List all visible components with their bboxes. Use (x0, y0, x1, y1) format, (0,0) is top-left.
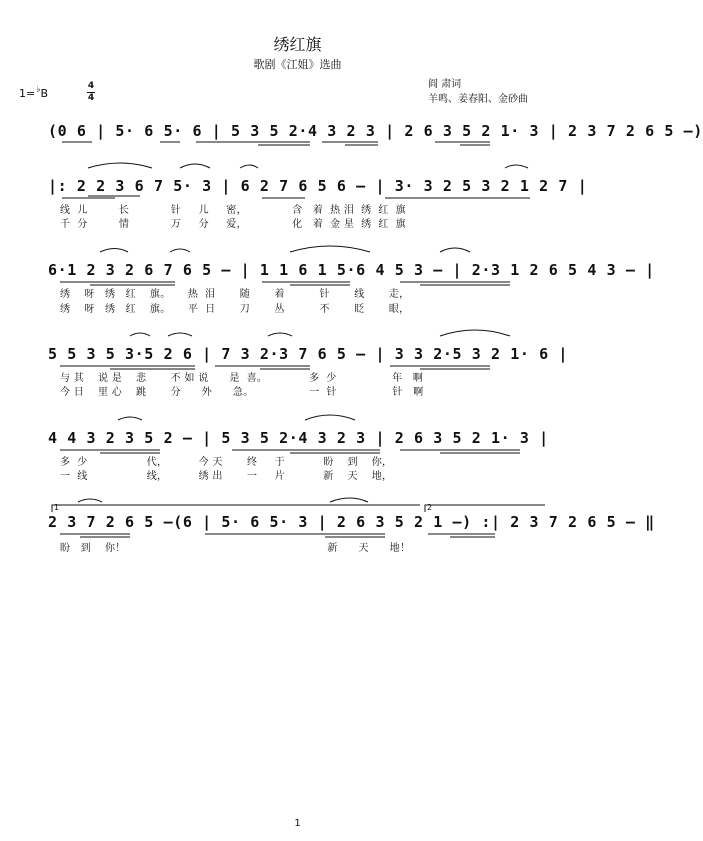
staff-system-3: 6·1 2 3 2 6 7 6 5 — | 1 1 6 1 5·6 4 5 3 — | 2·3 1 2 6 5 4 3 — | (48, 261, 655, 279)
time-bottom: 4 (87, 93, 95, 103)
staff-system-1: (0 6 | 5· 6 5· 6 | 5 3 5 2·4 3 2 3 | 2 6 3 5 2 1· 3 | 2 3 7 2 6 5 —) (48, 122, 703, 140)
page-number: 1 (294, 818, 301, 829)
staff-system-5: 4 4 3 2 3 5 2 — | 5 3 5 2·4 3 2 3 | 2 6 3 5 2 1· 3 | (48, 429, 549, 447)
key-label: 1= (19, 87, 36, 100)
lyric-line: 线 儿 长 针 儿 密， 含 着 热 泪 绣 红 旗 (60, 205, 406, 216)
staff-system-4: 5 5 3 5 3·5 2 6 | 7 3 2·3 7 6 5 — | 3 3 2·5 3 2 1· 6 | (48, 345, 569, 363)
song-title: 绣红旗 (273, 35, 322, 54)
key-note: B (40, 87, 49, 100)
lyricist-credit: 阎 肃词 (428, 79, 462, 90)
composer-credit: 羊鸣、姜春阳、金砂曲 (428, 94, 528, 105)
lyric-line: 盼 到 你！ 新 天 地！ (60, 543, 411, 554)
lyric-line: 一 线 线， 绣 出 一 片 新 天 地， (60, 471, 393, 482)
lyric-line: 绣 呀 绣 红 旗。 热 泪 随 着 针 线 走， (60, 289, 410, 300)
volta-label-2: 2 (427, 503, 433, 512)
staff-system-2: |: 2 2 3 6 7 5· 3 | 6 2 7 6 5 6 — | 3· 3 2 5 3 2 1 2 7 | (48, 177, 588, 195)
volta-label-1: 1 (54, 503, 60, 512)
song-subtitle: 歌剧《江姐》选曲 (253, 58, 342, 71)
lyric-line: 多 少 代， 今 天 终 于 盼 到 你， (60, 457, 393, 468)
lyric-line: 今 日 里 心 跳 分 外 急。 一 针 针 啊 (60, 387, 424, 398)
time-top: 4 (87, 81, 95, 91)
staff-system-6: 2 3 7 2 6 5 —(6 | 5· 6 5· 3 | 2 6 3 5 2 1 —) :| 2 3 7 2 6 5 — ‖ (48, 513, 655, 531)
lyric-line: 绣 呀 绣 红 旗。 平 日 刀 丛 不 眨 眼， (60, 304, 410, 315)
flat-icon: ♭ (36, 85, 41, 95)
lyric-line: 与 其 说 是 悲 不 如 说 是 喜。 多 少 年 啊 (60, 373, 424, 384)
lyric-line: 千 分 情 万 分 爱， 化 着 金 星 绣 红 旗 (60, 219, 406, 230)
